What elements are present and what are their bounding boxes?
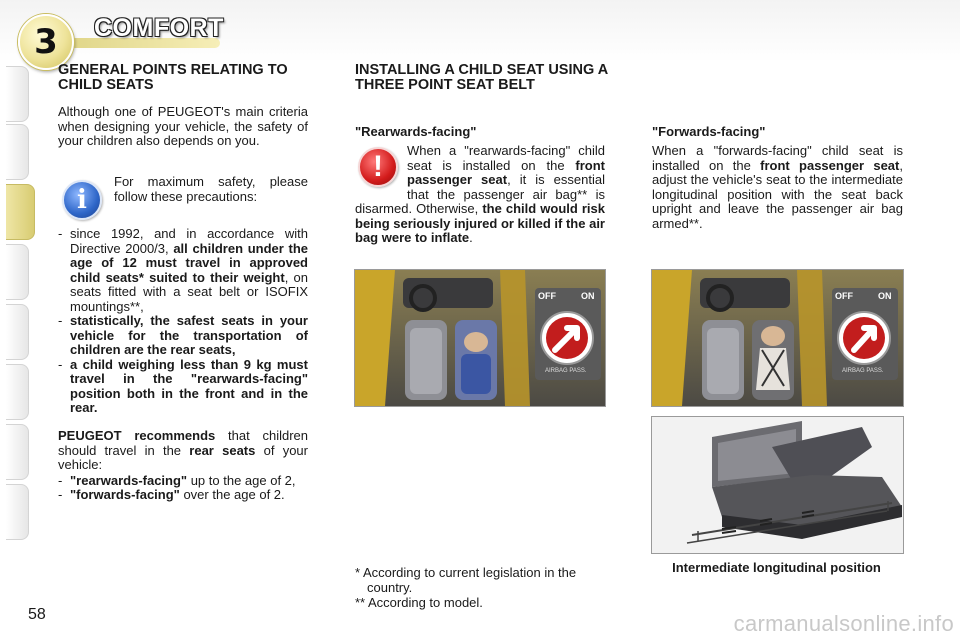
- rearwards-facing-subhead: "Rearwards-facing": [355, 124, 477, 139]
- side-tab-7[interactable]: [6, 424, 29, 480]
- recommend-item: - "rearwards-facing" up to the age of 2,: [58, 474, 308, 489]
- forwards-facing-paragraph: When a "forwards-facing" child seat is installed on the front passenger seat, adjust the vehicle's seat to the intermediate longitudinal position with the seat back upright and leave the passenger air bag armed**.: [652, 143, 903, 231]
- forwards-facing-illustration: [652, 270, 903, 406]
- precaution-item: - a child weighing less than 9 kg must travel in the "rearwards-facing" position both in the front and in the rear.: [58, 358, 308, 416]
- forwards-facing-subhead: "Forwards-facing": [652, 124, 766, 139]
- footnote-2: ** According to model.: [355, 595, 483, 610]
- left-section-title: GENERAL POINTS RELATING TO CHILD SEATS: [58, 62, 288, 93]
- footnotes: [355, 565, 605, 610]
- seat-position-caption: Intermediate longitudinal position: [672, 560, 881, 575]
- watermark: carmanualsonline.info: [733, 611, 954, 636]
- seat-position-illustration: [652, 417, 903, 553]
- switch-off-label: OFF: [538, 291, 556, 301]
- info-note: For maximum safety, please follow these precautions:: [114, 174, 308, 204]
- side-tab-5[interactable]: [6, 304, 29, 360]
- recommend-paragraph: PEUGEOT recommends that children should travel in the rear seats of your vehicle: - "rearwards-facing" up to the age of 2, - "forwards-facing" over the age of 2.: [58, 429, 308, 503]
- side-tab-4[interactable]: [6, 244, 29, 300]
- rearwards-facing-photo: [354, 269, 606, 407]
- precaution-item: - since 1992, and in accordance with Directive 2000/3, all children under the age of 12 must travel in approved child seats* suited to their weight, on seats fitted with a seat belt or ISOFIX mountings**,: [58, 227, 308, 314]
- precaution-item: - statistically, the safest seats in your vehicle for the transportation of children are the rear seats,: [58, 314, 308, 358]
- switch-off-label: OFF: [835, 291, 853, 301]
- forwards-facing-photo: [651, 269, 904, 407]
- rearwards-facing-illustration: [355, 270, 605, 406]
- chapter-badge: 3: [18, 14, 74, 70]
- side-tab-1[interactable]: [6, 66, 29, 122]
- precautions-list: [58, 227, 308, 416]
- page-number: 58: [28, 606, 46, 623]
- switch-on-label: ON: [878, 291, 892, 301]
- middle-section-title: INSTALLING A CHILD SEAT USING A THREE POINT SEAT BELT: [355, 62, 608, 93]
- side-tab-2[interactable]: [6, 124, 29, 180]
- info-icon: i: [62, 180, 102, 220]
- switch-plate-label: AIRBAG PASS.: [545, 368, 587, 374]
- warning-icon-float: [355, 144, 407, 188]
- switch-on-label: ON: [581, 291, 595, 301]
- seat-position-photo: [651, 416, 904, 554]
- side-tab-3-active[interactable]: [6, 184, 35, 240]
- recommend-item: - "forwards-facing" over the age of 2.: [58, 488, 308, 503]
- left-intro-paragraph: Although one of PEUGEOT's main criteria when designing your vehicle, the safety of your children also depends on you.: [58, 104, 308, 148]
- switch-plate-label: AIRBAG PASS.: [842, 368, 884, 374]
- side-tab-8[interactable]: [6, 484, 29, 540]
- side-tabs: [0, 62, 30, 582]
- footnote-1: * According to current legislation in the country.: [355, 565, 577, 595]
- rearwards-facing-paragraph: When a "rearwards-facing" child seat is installed on the front passenger seat, it is essential that the passenger air bag** is disarmed. Otherwise, the child would risk being seriously injured or killed if the air bag were to inflate.: [355, 143, 605, 245]
- side-tab-6[interactable]: [6, 364, 29, 420]
- chapter-title: COMFORT: [94, 14, 224, 42]
- warning-icon: !: [358, 147, 398, 187]
